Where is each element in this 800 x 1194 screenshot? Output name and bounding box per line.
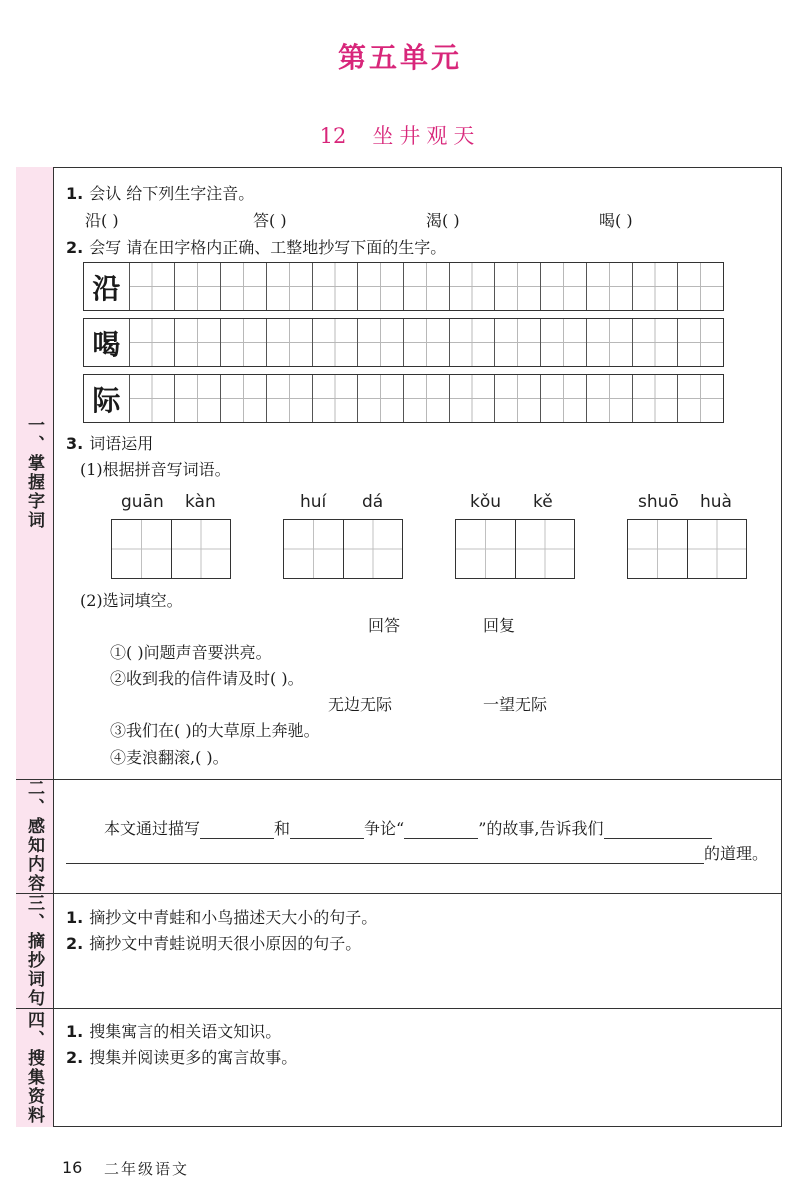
question-3: 3. 词语运用 [66,434,154,453]
word-choice: 一望无际 [483,695,548,714]
word-choice: 回答 [368,616,401,635]
unit-title: 第五单元 [337,41,462,74]
model-char: 际 [84,375,130,422]
section-2-label: 二、感知内容 [16,779,54,893]
question-1: 1. 会认 给下列生字注音。 [66,184,255,203]
pinyin: kě [533,492,553,512]
writing-grid-row[interactable] [83,318,724,367]
section-3-label: 三、摘抄词句 [16,893,54,1008]
pinyin-answer-box[interactable] [111,519,231,579]
lesson-number: 12 [319,124,347,148]
lesson-title [0,120,800,150]
content-sentence-end: 的道理。 [66,841,768,864]
answer-blank[interactable] [200,820,274,839]
writing-grid-row[interactable] [83,262,724,311]
model-char: 沿 [84,263,130,310]
divider [16,779,782,780]
answer-blank[interactable] [604,820,712,839]
section-1-label: 一、掌握字词 [16,167,54,779]
word-choice: 无边无际 [328,695,393,714]
collect-question-1: 1. 搜集寓言的相关语文知识。 [66,1022,282,1041]
section-4-label: 四、搜集资料 [16,1008,54,1127]
divider [16,1008,782,1009]
pinyin: dá [362,492,384,512]
model-char: 喝 [84,319,130,366]
excerpt-question-1: 1. 摘抄文中青蛙和小鸟描述天大小的句子。 [66,908,378,927]
content-sentence: 本文通过描写 和 争论“ ”的故事,告诉我们 [104,816,712,839]
lesson-name: 坐井观天 [372,124,481,148]
pinyin-answer-box[interactable] [455,519,575,579]
fill-sentence[interactable]: ④麦浪翻滚,( )。 [110,748,229,767]
book-subject: 二年级语文 [104,1160,190,1178]
pinyin: kǒu [470,492,502,512]
annotate-item[interactable]: 沿( ) [85,211,119,230]
pinyin-answer-box[interactable] [627,519,747,579]
divider [16,893,782,894]
annotate-item[interactable]: 喝( ) [599,211,633,230]
subquestion-2: (2)选词填空。 [80,591,183,610]
answer-blank[interactable] [290,820,364,839]
subquestion-1: (1)根据拼音写词语。 [80,460,231,479]
fill-sentence[interactable]: ②收到我的信件请及时( )。 [110,669,304,688]
page-number: 16 [62,1158,83,1177]
excerpt-question-2: 2. 摘抄文中青蛙说明天很小原因的句子。 [66,934,362,953]
word-choice: 回复 [483,616,516,635]
annotate-item[interactable]: 答( ) [253,211,287,230]
pinyin: kàn [185,492,216,512]
collect-question-2: 2. 搜集并阅读更多的寓言故事。 [66,1048,298,1067]
pinyin-answer-box[interactable] [283,519,403,579]
pinyin: huà [700,492,732,512]
writing-grid-row[interactable] [83,374,724,423]
pinyin: huí [300,492,327,512]
answer-blank[interactable] [66,845,704,864]
fill-sentence[interactable]: ③我们在( )的大草原上奔驰。 [110,721,320,740]
pinyin: guān [121,492,164,512]
question-2: 2. 会写 请在田字格内正确、工整地抄写下面的生字。 [66,238,447,257]
pinyin: shuō [638,492,679,512]
answer-blank[interactable] [404,820,478,839]
fill-sentence[interactable]: ①( )问题声音要洪亮。 [110,643,272,662]
annotate-item[interactable]: 渴( ) [426,211,460,230]
